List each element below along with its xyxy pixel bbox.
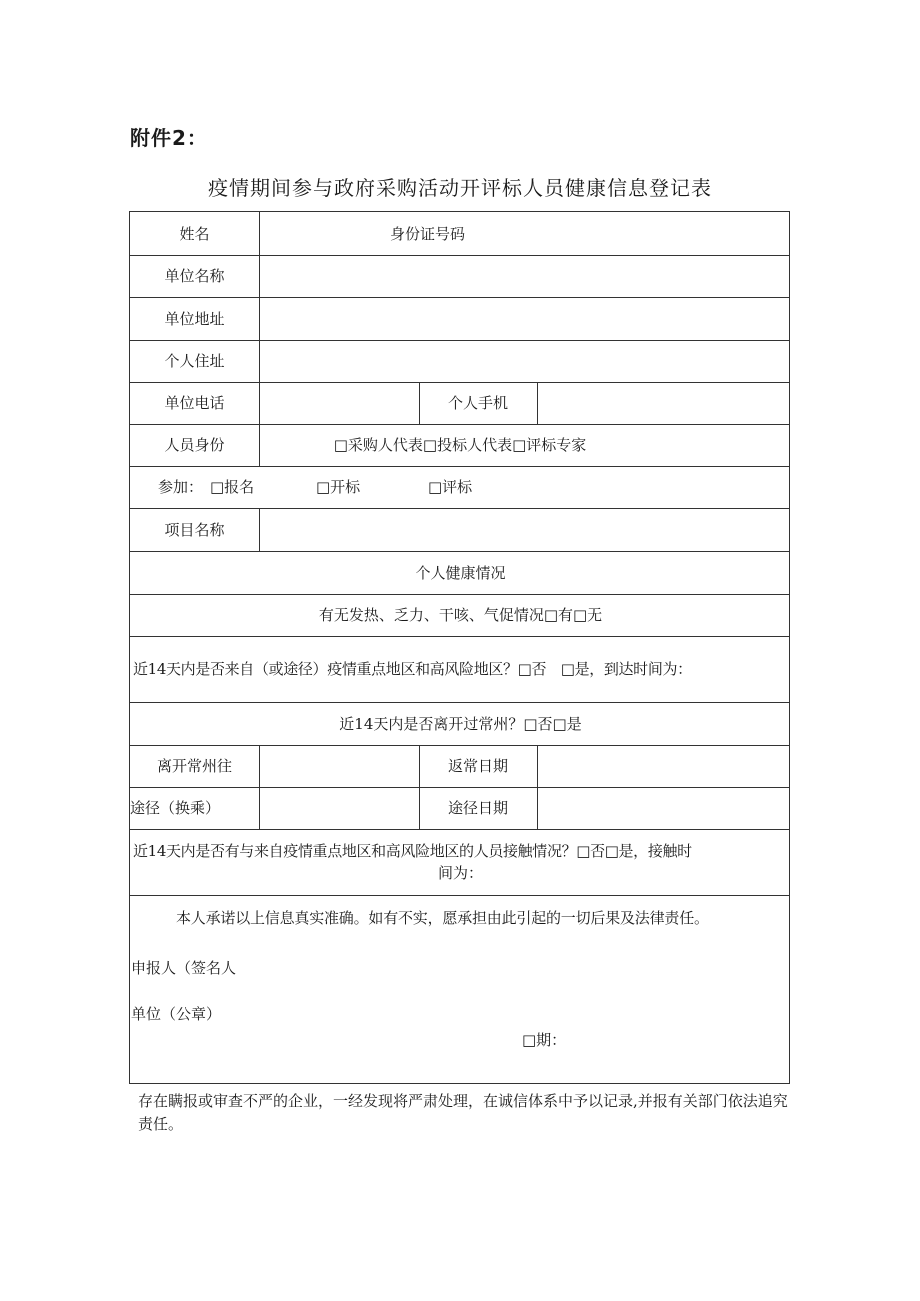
route-date-label: 途径日期: [447, 799, 508, 817]
route-date-field[interactable]: [538, 787, 790, 829]
contact-question-line2: 间为：: [437, 864, 483, 882]
risk-area-question[interactable]: 近14天内是否来自（或途径）疫情重点地区和高风险地区？□否 □是，到达时间为：: [133, 660, 692, 678]
unit-phone-label: 单位电话: [164, 394, 225, 412]
unit-address-field[interactable]: [260, 297, 790, 340]
checkbox-signup[interactable]: □报名: [210, 478, 255, 496]
id-number-field[interactable]: [490, 212, 790, 255]
registration-form: [129, 211, 790, 1084]
left-to-label: 离开常州往: [156, 757, 232, 775]
unit-phone-field[interactable]: [260, 382, 419, 424]
date-label: □期：: [522, 1031, 567, 1049]
unit-name-field[interactable]: [260, 255, 790, 297]
declarant-signature-label: 申报人（签名人: [131, 959, 237, 977]
route-field[interactable]: [260, 787, 419, 829]
identity-label: 人员身份: [164, 436, 225, 454]
mobile-label: 个人手机: [447, 394, 508, 412]
name-label: 姓名: [179, 224, 210, 243]
pledge-statement: 本人承诺以上信息真实准确。如有不实，愿承担由此引起的一切后果及法律责任。: [176, 909, 709, 927]
project-name-label: 项目名称: [164, 520, 225, 539]
footnote: 存在瞒报或审查不严的企业，一经发现将严肃处理，在诚信体系中予以记录,并报有关部门依法追究责任。: [138, 1092, 788, 1133]
route-label: 途径（换乘）: [130, 799, 221, 817]
return-date-label: 返常日期: [447, 757, 508, 775]
return-date-field[interactable]: [538, 745, 790, 787]
left-city-question[interactable]: 近14天内是否离开过常州？□否□是: [339, 714, 582, 733]
unit-name-label: 单位名称: [164, 267, 225, 285]
checkbox-bid-opening[interactable]: □开标: [316, 478, 361, 496]
participate-label: 参加：: [158, 478, 204, 496]
unit-seal-label: 单位（公章）: [131, 1005, 222, 1023]
home-address-label: 个人住址: [164, 352, 225, 370]
id-number-label: 身份证号码: [390, 224, 466, 243]
fever-question[interactable]: 有无发热、乏力、干咳、气促情况□有□无: [318, 606, 603, 624]
attachment-label: 附件2：: [130, 126, 208, 150]
form-title: 疫情期间参与政府采购活动开评标人员健康信息登记表: [208, 176, 712, 200]
checkbox-bid-evaluation[interactable]: □评标: [428, 478, 473, 496]
left-to-field[interactable]: [260, 745, 419, 787]
name-field[interactable]: [260, 212, 380, 255]
mobile-field[interactable]: [538, 382, 790, 424]
unit-address-label: 单位地址: [164, 309, 225, 328]
project-name-field[interactable]: [260, 508, 790, 551]
health-section-heading: 个人健康情况: [415, 563, 506, 582]
contact-question-line1[interactable]: 近14天内是否有与来自疫情重点地区和高风险地区的人员接触情况？□否□是，接触时: [133, 842, 692, 860]
home-address-field[interactable]: [260, 340, 790, 382]
identity-options[interactable]: □采购人代表□投标人代表□评标专家: [333, 436, 587, 454]
